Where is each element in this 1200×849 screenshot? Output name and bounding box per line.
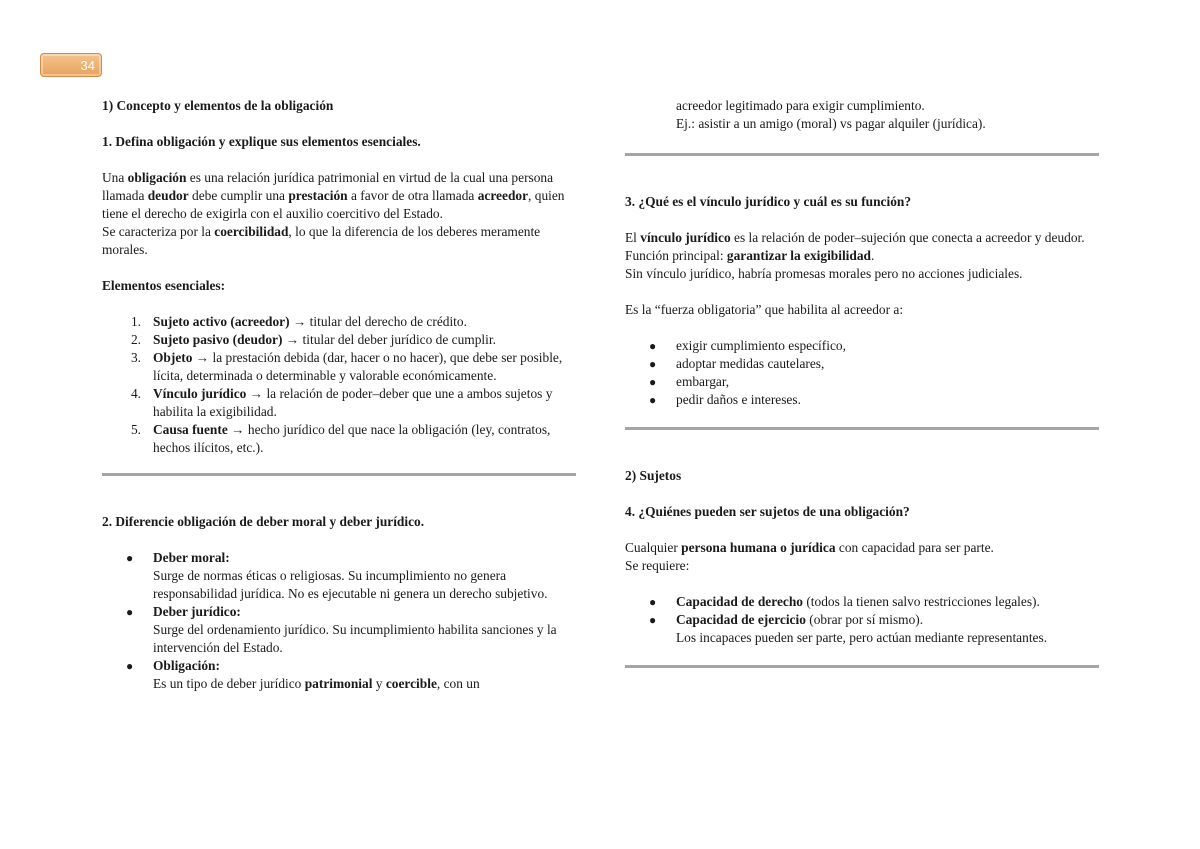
force-paragraph: Es la “fuerza obligatoria” que habilita al acreedor a:: [625, 302, 904, 317]
list-item: 3. Objeto → la prestación debida (dar, hacer o no hacer), que debe ser posible, lícita, determinada o determinable y valorable económicamente.: [130, 350, 563, 383]
list-item: ● adoptar medidas cautelares,: [649, 356, 825, 371]
bullet-icon: ●: [649, 393, 657, 407]
powers-list: [625, 337, 1099, 409]
list-item: 4. Vínculo jurídico → la relación de poder–deber que une a ambos sujetos y habilita la exigibilidad.: [130, 386, 553, 419]
list-item: ● Capacidad de derecho (todos la tienen salvo restricciones legales).: [649, 594, 1040, 609]
bullet-icon: ●: [649, 375, 657, 389]
continuation-line: Ej.: asistir a un amigo (moral) vs pagar alquiler (jurídica).: [676, 116, 986, 131]
list-item: ● Capacidad de ejercicio (obrar por sí mismo). Los incapaces pueden ser parte, pero actúan mediante representantes.: [649, 612, 1048, 645]
question-1-title: 1. Defina obligación y explique sus elementos esenciales.: [102, 134, 421, 149]
bullet-icon: ●: [649, 339, 657, 353]
no-bond-paragraph: Sin vínculo jurídico, habría promesas morales pero no acciones judiciales.: [625, 266, 1023, 281]
list-item: ● embargar,: [649, 374, 730, 389]
section-divider: [625, 665, 1099, 668]
duties-list: [102, 549, 576, 693]
requirements-paragraph: Se requiere:: [625, 558, 690, 573]
function-paragraph: Función principal: garantizar la exigibilidad.: [625, 248, 875, 263]
list-item: 2. Sujeto pasivo (deudor) → titular del deber jurídico de cumplir.: [130, 332, 496, 347]
coercibility-paragraph: Se caracteriza por la coercibilidad, lo que la diferencia de los deberes meramente morales.: [102, 224, 541, 257]
bullet-icon: ●: [649, 595, 657, 609]
bullet-icon: ●: [126, 605, 134, 619]
bullet-icon: ●: [649, 613, 657, 627]
definition-paragraph: Una obligación es una relación jurídica patrimonial en virtud de la cual una persona llamada deudor debe cumplir una prestación a favor de otra llamada acreedor, quien tiene el derecho de exigirla con el auxilio coercitivo del Estado.: [102, 170, 565, 221]
subjects-paragraph: Cualquier persona humana o jurídica con capacidad para ser parte.: [625, 540, 994, 555]
continuation-line: acreedor legitimado para exigir cumplimiento.: [676, 98, 925, 113]
section-title: 1) Concepto y elementos de la obligación: [102, 98, 334, 113]
list-item: 1. Sujeto activo (acreedor) → titular del derecho de crédito.: [130, 314, 467, 329]
right-column: [625, 97, 1099, 668]
list-item: ● Obligación: Es un tipo de deber jurídico patrimonial y coercible, con un: [126, 658, 480, 691]
question-4-title: 4. ¿Quiénes pueden ser sujetos de una obligación?: [625, 504, 910, 519]
elements-title: Elementos esenciales:: [102, 278, 226, 293]
list-item: ● Deber jurídico: Surge del ordenamiento jurídico. Su incumplimiento habilita sanciones y la intervención del Estado.: [126, 604, 557, 655]
question-2-title: 2. Diferencie obligación de deber moral y deber jurídico.: [102, 514, 425, 529]
list-item: ● exigir cumplimiento específico,: [649, 338, 846, 353]
list-item: 5. Causa fuente → hecho jurídico del que nace la obligación (ley, contratos, hechos ilícitos, etc.).: [130, 422, 551, 455]
page-number-badge: 34: [40, 53, 102, 77]
bullet-icon: ●: [649, 357, 657, 371]
capacity-list: [625, 593, 1099, 647]
elements-list: [102, 313, 576, 457]
question-3-title: 3. ¿Qué es el vínculo jurídico y cuál es su función?: [625, 194, 912, 209]
bullet-icon: ●: [126, 551, 134, 565]
left-column: [102, 97, 576, 693]
list-item: ● pedir daños e intereses.: [649, 392, 801, 407]
section-2-title: 2) Sujetos: [625, 468, 682, 483]
bullet-icon: ●: [126, 659, 134, 673]
list-item: ● Deber moral: Surge de normas éticas o religiosas. Su incumplimiento no genera responsabilidad jurídica. No es ejecutable ni genera un derecho subjetivo.: [126, 550, 548, 601]
bond-paragraph: El vínculo jurídico es la relación de poder–sujeción que conecta a acreedor y deudor.: [625, 230, 1085, 245]
